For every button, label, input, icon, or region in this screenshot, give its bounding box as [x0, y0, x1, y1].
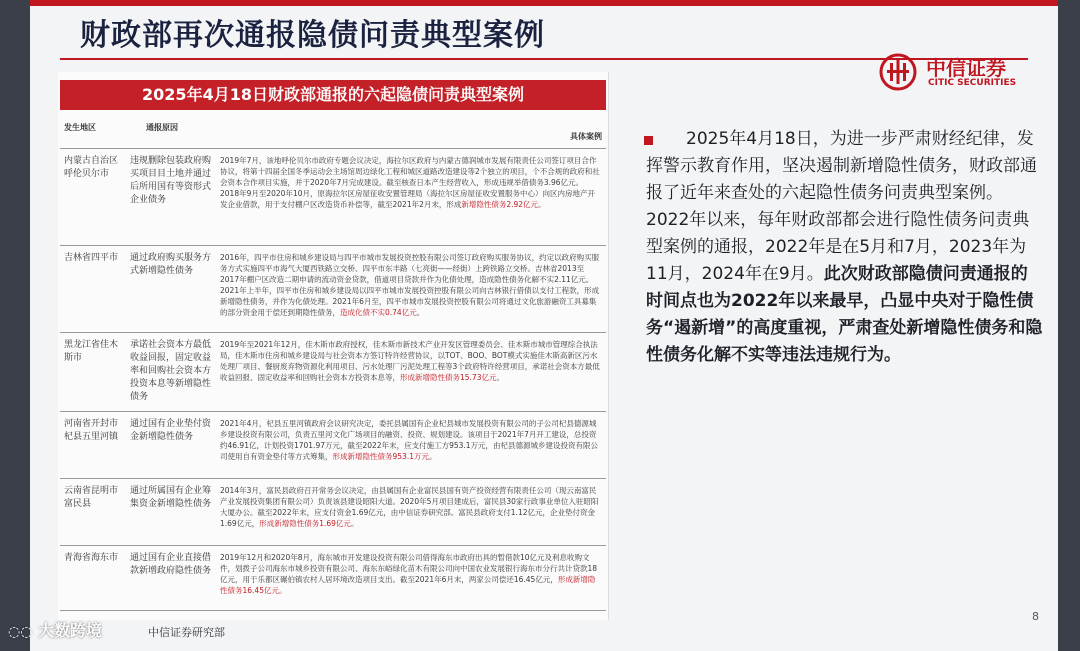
table-row: [60, 546, 606, 611]
row-region: 内蒙古自治区呼伦贝尔市: [64, 156, 119, 179]
citic-logo: [878, 48, 1048, 96]
row-reason: 通过国有企业垫付资金新增隐性债务: [130, 419, 212, 442]
debt-amount-highlight: 形成新增隐性债务1.69亿元: [259, 519, 351, 528]
logo-chinese-text: 中信证券: [926, 56, 1006, 80]
row-detail: 2019年7月，该地呼伦贝尔市政府专题会议决定，海拉尔区政府与内蒙古德润城市发展有限责任公司签订项目合作协议，将第十四届全国冬季运动会主场馆周边绿化工程和城区道路改造建设等2个独立的项目，个不合规的政府和社会资本合作项目实施，并于2020年7月完成建设。截至核查日本产生经营收入，形成违规举借债务3.96亿元。2018年9月至2020年10月，原海拉尔区房屋征收安置管理局（海拉尔区房屋征收安置服务中心）向区内房地产开发企业借款，用于支付棚户区改造货币补偿等，截至2021年2月末，形成新增隐性债务2.92亿元。: [220, 156, 600, 209]
row-reason: 承诺社会资本方最低收益回报，固定收益率和回购社会资本方投资本息等新增隐性债务: [130, 340, 212, 402]
header-reason: 通报原因: [146, 123, 178, 132]
summary-paragraph-2-bold: 此次财政部隐债问责通报的时间点也为2022年以来最早，凸显中央对于隐性债务“遏新增”的高度重视，严肃查处新增隐性债务和隐性债务化解不实等违法违规行为。: [646, 264, 1043, 365]
table-header: [60, 116, 606, 149]
row-detail: 2014年3月，富民县政府召开常务会议决定，由县属国有企业富民县国有资产投资经营有限责任公司（现云南富民产业发展投资集团有限公司）负责该县建设昭阳大道。2020年5月项目建成后，富民县30家行政事业单位入驻昭阳大厦办公。截至2022年末，应支付资金1.69亿元，由中信证券研究部。富民县政府支付1.12亿元，企业垫付资金1.69亿元，形成新增隐性债务1.69亿元。: [220, 486, 599, 528]
watermark-text: 大数跨境: [38, 621, 103, 640]
table-row: [60, 479, 606, 546]
table-title: 2025年4月18日财政部通报的六起隐债问责典型案例: [60, 80, 606, 110]
debt-amount-highlight: 形成新增隐性债务15.73亿元: [400, 373, 497, 382]
summary-paragraph-1: 2025年4月18日，为进一步严肃财经纪律，发挥警示教育作用，坚决遏制新增隐性债务，财政部通报了近年来查处的六起隐性债务问责典型案例。: [646, 129, 1037, 203]
row-region: 云南省昆明市富民县: [64, 486, 119, 509]
table-row: [60, 246, 606, 333]
row-region: 黑龙江省佳木斯市: [64, 340, 119, 363]
row-reason: 通过国有企业直接借款新增政府隐性债务: [130, 553, 212, 576]
watermark-logo-icon: ◌◌: [8, 624, 33, 640]
debt-amount-highlight: 造成化债不实0.74亿元: [340, 308, 417, 317]
slide: [30, 0, 1058, 651]
row-detail: 2019年12月和2020年8月，海东城市开发建设投资有限公司借得海东市政府出具的暂借款10亿元及利息收购文件，划拨子公司海东市城乡投资有限公司、海东东峪绿化苗木有限公司向中国农业发展银行海东市分行共计贷款18亿元，用于乐都区碾伯镇农村人居环境改造项目支出。截至2021年6月末，两家公司偿还16.45亿元，形成新增隐性债务16.45亿元。: [220, 553, 598, 595]
row-detail: 2016年，四平市住房和城乡建设局与四平市城市发展投资控股有限公司签订政府购买服务协议，约定以政府购买服务方式实施四平市海气大厦西铁路立交桥、四平市东丰路（七亮街——经街）上跨铁路立交桥。吉林省2013至2017年棚户区改造二期申请的流动资金贷款，借道项目贷款并作为化债处理，造成隐性债务化解不实2.11亿元。2021年上半年，四平市住房和城乡建设局以四平市城市发展投资控股有限公司向吉林银行借债以支付工程款，形成新增隐性债务，并作为化债处理。2021年6月至，四平市城市发展投资控股有限公司将通过文化旅游融资工具募集的部分资金用于偿还到期隐性债务，造成化债不实0.74亿元。: [220, 253, 600, 317]
summary-paragraph-2-normal: 2022年以来，每年财政部都会进行隐性债务问责典型案例的通报，2022年是在5月和7月，2023年为11月，2024年在9月。: [646, 210, 1030, 284]
top-accent-bar: [30, 0, 1058, 6]
row-reason: 通过所属国有企业筹集资金新增隐性债务: [130, 486, 212, 509]
row-reason: 违规删除包装政府购买项目目土地并通过后所用国有等资形式企业债务: [130, 156, 212, 205]
debt-amount-highlight: 新增隐性债务2.92亿元: [461, 200, 539, 209]
case-table-panel: [58, 72, 609, 620]
row-region: 吉林省四平市: [64, 253, 119, 263]
watermark: [8, 618, 102, 641]
header-region: 发生地区: [64, 123, 96, 132]
summary-paragraph-2: [646, 207, 1044, 369]
table-row: [60, 412, 606, 479]
header-detail: 具体案例: [570, 132, 602, 141]
row-region: 河南省开封市杞县五里河镇: [64, 419, 119, 442]
row-region: 青海省海东市: [64, 553, 119, 563]
page-number: 8: [1032, 610, 1039, 623]
table-row: [60, 333, 606, 412]
row-detail: 2019年至2021年12月，佳木斯市政府授权，佳木斯市新技术产业开发区管理委员会、佳木斯市城市管理综合执法局，佳木斯市住房和城乡建设局与社会资本方签订特许经营协议，以TOT、BOO、BOT模式实施佳木斯高新区污水处理厂项目、餐厨废弃物资源化利用项目、污水处理厂污泥处理工程等3个政府特许经营项目，承诺社会资本方最低收益回报、固定收益率和回购社会资本方投资本息等，形成新增隐性债务15.73亿元。: [220, 340, 600, 382]
debt-amount-highlight: 形成新增隐性债务16.45亿元: [220, 575, 596, 595]
summary-text: [646, 126, 1044, 369]
row-detail: 2021年4月，杞县五里河镇政府会议研究决定，委托县属国有企业杞县城市发展投资有限公司的子公司杞县德源城乡建设投资有限公司，负责五里河文化广场项目的融资、投资、规划建设。该项目于2021年7月开工建设，总投资约46.91亿，计划投资1701.97万元，截至2022年末，应支付施工方953.1万元，由杞县德源城乡建设投资有限公司使用自有资金垫付等方式筹集，形成新增隐性债务953.1万元。: [220, 419, 599, 461]
case-table: [60, 116, 606, 611]
citic-logo-icon: [878, 52, 918, 92]
logo-english-text: CITIC SECURITIES: [928, 78, 1017, 88]
debt-amount-highlight: 形成新增隐性债务953.1万元: [332, 452, 429, 461]
table-row: [60, 149, 606, 246]
slide-title: 财政部再次通报隐债问责典型案例: [80, 18, 545, 53]
row-reason: 通过政府购买服务方式新增隐性债务: [130, 253, 212, 276]
source-note: 中信证券研究部: [148, 626, 225, 639]
